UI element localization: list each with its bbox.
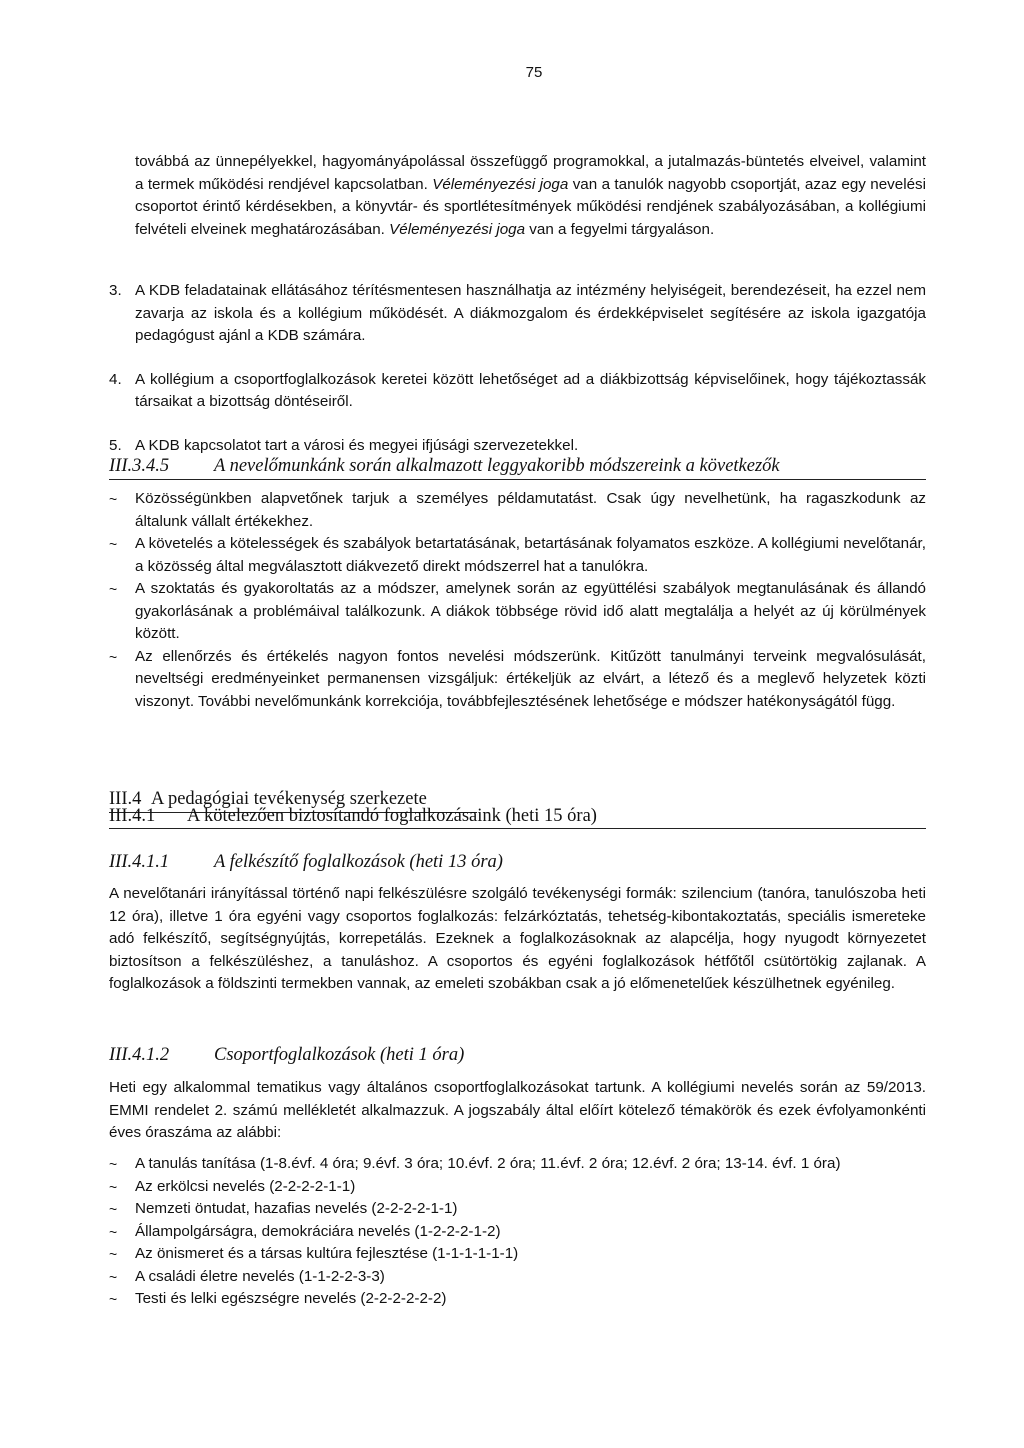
heading-title: A pedagógiai tevékenység szerkezete — [151, 789, 427, 809]
heading-number: III.4.1 — [109, 806, 156, 826]
tilde-bullet-icon: ~ — [109, 1201, 118, 1217]
list-item-text: Testi és lelki egészségre nevelés (2-2-2-2-2-2) — [135, 1290, 447, 1307]
heading-number: III.3.4.5 — [109, 456, 170, 476]
list-item — [109, 1198, 926, 1221]
heading-title: Csoportfoglalkozások (heti 1 óra) — [214, 1045, 465, 1065]
list-item-text: Az önismeret és a társas kultúra fejlesztése (1-1-1-1-1-1) — [135, 1245, 519, 1262]
item-number: 3. — [109, 282, 122, 299]
list-item-text: Az ellenőrzés és értékelés nagyon fontos nevelési módszerünk. Kitűzött tanulmányi terveink megvalósulását, neveltségi eredményeinket permanensen vizsgáljuk: értékeljük az elvárt, a létező és a meglevő helyzetek közti viszonyt. További nevelőmunkánk korrekciója, továbbfejlesztésének lehetősége e módszer hatékonyságától függ. — [135, 647, 926, 710]
methods-list — [109, 488, 926, 713]
list-item-text: A szoktatás és gyakoroltatás az a módszer, amelynek során az együttélési szabályok megtanulásának és állandó gyakorlásának a problémáival találkozunk. A diákok többsége rövid idő alatt megtalálja a helyét az új körülmények között. — [135, 580, 926, 642]
tilde-bullet-icon: ~ — [109, 1268, 118, 1285]
list-item — [109, 1243, 926, 1266]
intro-emphasis-1: Véleményezési joga — [432, 175, 569, 193]
numbered-list — [109, 280, 926, 457]
list-item-text: A családi életre nevelés (1-1-2-2-3-3) — [135, 1267, 385, 1285]
heading-number: III.4.1.1 — [109, 852, 170, 872]
list-item — [109, 1176, 926, 1199]
list-item — [109, 1266, 926, 1289]
tilde-bullet-icon: ~ — [109, 1156, 118, 1172]
list-item-text: Közösségünkben alapvetőnek tarjuk a személyes példamutatást. Csak úgy nevelhetünk, ha ragaszkodunk az általunk vállalt értékekhez. — [135, 490, 926, 530]
tilde-bullet-icon: ~ — [109, 648, 118, 665]
topics-list — [109, 1153, 926, 1311]
paragraph-felkeszito: A nevelőtanári irányítással történő napi felkészülésre szolgáló tevékenységi formák: szilencium (tanóra, tanulószoba heti 12 óra), illetve 1 óra egyéni vagy csoportos foglalkozás: felzárkóztatás, tehetség-kibontakoztatás, speciális ismereteke adó felkészítő, segítségnyújtás, korrepetálás. Ezeknek a foglalkozásoknak az alapcélja, hogy nyugodt környezetet biztosítson a felkészüléshez, a tanuláshoz. A csoportos és egyéni foglalkozások hétfőtől csütörtökig zajlanak. A foglalkozások a földszinti termekben vannak, az emeleti szobákban csak a jó előmenetelűek készülhetnek egyénileg. — [109, 885, 926, 992]
intro-emphasis-2: Véleményezési joga — [389, 220, 526, 238]
section-heading-4-1 — [109, 804, 926, 829]
item-text: A KDB feladatainak ellátásához térítésmentesen használhatja az intézmény helyiségeit, berendezéseit, ha ezzel nem zavarja az iskola és a kollégium működését. A diákmozgalom és érdekképviselet segítésére az iskola igazgatója pedagógust ajánl a KDB számára. — [135, 282, 926, 344]
heading-title: A kötelezően biztosítandó foglalkozásaink (heti 15 óra) — [187, 806, 597, 826]
heading-title: A nevelőmunkánk során alkalmazott leggyakoribb módszereink a következők — [214, 456, 780, 476]
page-number: 75 — [525, 64, 543, 81]
list-item-text: Állampolgárságra, demokráciára nevelés (1-2-2-2-1-2) — [135, 1222, 501, 1240]
list-item — [109, 533, 926, 578]
tilde-bullet-icon: ~ — [109, 1223, 118, 1240]
intro-text-2: van a tanulók nagyobb csoportját, azaz egy nevelési csoportot érintő kérdésekben, a könyvtár- és sportlétesítmények működési rendjének szabályozásában, a kollégiumi felvételi elveinek meghatározásában. — [135, 175, 927, 238]
intro-paragraph — [135, 151, 926, 241]
section-heading-3-4-5 — [109, 454, 926, 480]
paragraph-csoportfoglalkozasok: Heti egy alkalommal tematikus vagy általános csoportfoglalkozásokat tartunk. A kollégiumi nevelés során az 59/2013. EMMI rendelet 2. számú mellékletét alkalmazzuk. A jogszabály által előírt kötelező témakörök és ezek évfolyamonkénti éves óraszáma az alábbi: — [109, 1079, 926, 1141]
tilde-bullet-icon: ~ — [109, 581, 118, 597]
list-item — [109, 578, 926, 646]
list-item-text: A tanulás tanítása (1-8.évf. 4 óra; 9.évf. 3 óra; 10.évf. 2 óra; 11.évf. 2 óra; 12.évf. 2 óra; 13-14. évf. 1 óra) — [135, 1155, 841, 1172]
tilde-bullet-icon: ~ — [109, 1178, 118, 1195]
list-item — [109, 1221, 926, 1244]
tilde-bullet-icon: ~ — [109, 1246, 118, 1262]
tilde-bullet-icon: ~ — [109, 491, 118, 507]
numbered-item — [109, 369, 926, 414]
list-item — [109, 488, 926, 533]
section-heading-4-1-2 — [109, 1043, 926, 1067]
list-item-text: A követelés a kötelességek és szabályok betartatásának, betartásának folyamatos eszköze. A kollégiumi nevelőtanár, a közösség által megválasztott diákvezető direkt módszerrel hat a tanulókra. — [135, 535, 926, 575]
list-item — [109, 1153, 926, 1176]
item-number: 4. — [109, 370, 122, 388]
item-number: 5. — [109, 436, 122, 454]
item-text: A kollégium a csoportfoglalkozások keretei között lehetőséget ad a diákbizottság képviselőinek, hogy tájékoztassák társaikat a bizottság döntéseiről. — [135, 370, 926, 410]
list-item — [109, 646, 926, 714]
numbered-item — [109, 280, 926, 348]
section-heading-4-1-1 — [109, 850, 926, 874]
tilde-bullet-icon: ~ — [109, 536, 118, 552]
intro-text-1: továbbá az ünnepélyekkel, hagyományápolással összefüggő programokkal, a jutalmazás-büntetés elveivel, valamint a termek működési rendjével kapcsolatban. — [135, 153, 926, 193]
heading-number: III.4 — [109, 789, 142, 809]
list-item-text: Nemzeti öntudat, hazafias nevelés (2-2-2-2-1-1) — [135, 1200, 458, 1217]
list-item-text: Az erkölcsi nevelés (2-2-2-2-1-1) — [135, 1177, 356, 1195]
intro-text-3: van a fegyelmi tárgyaláson. — [525, 220, 715, 238]
item-text: A KDB kapcsolatot tart a városi és megyei ifjúsági szervezetekkel. — [135, 436, 579, 454]
list-item — [109, 1288, 926, 1311]
tilde-bullet-icon: ~ — [109, 1291, 118, 1307]
heading-number: III.4.1.2 — [109, 1045, 170, 1065]
heading-title: A felkészítő foglalkozások (heti 13 óra) — [214, 852, 503, 872]
